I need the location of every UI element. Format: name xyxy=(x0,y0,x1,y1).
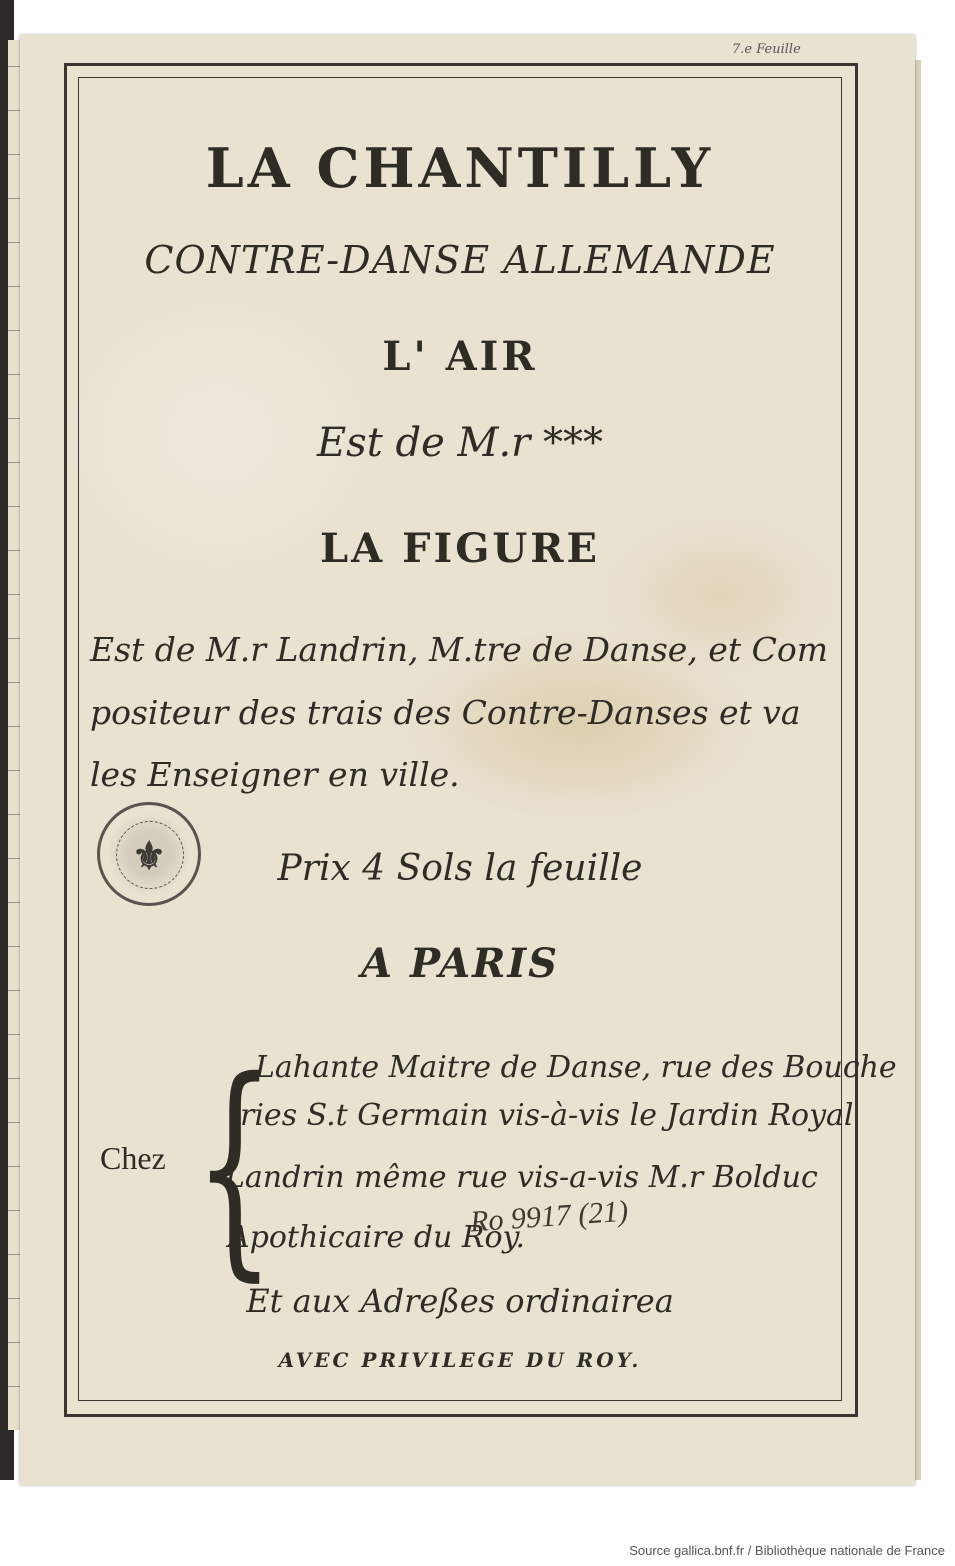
figure-heading: LA FIGURE xyxy=(320,525,600,572)
address-line-3: Landrin même rue vis-a-vis M.r Bolduc xyxy=(225,1160,818,1195)
figure-text-line-2: positeur des trais des Contre-Danses et va xyxy=(90,693,801,732)
address-line-4: Apothicaire du Roy. xyxy=(228,1220,526,1255)
document-subtitle: CONTRE-DANSE ALLEMANDE xyxy=(144,238,776,282)
brace-icon: { xyxy=(194,1031,276,1301)
corner-note: 7.e Feuille xyxy=(732,42,801,57)
library-stamp xyxy=(97,802,201,906)
address-line-2: ries S.t Germain vis-à-vis le Jardin Royal xyxy=(240,1098,854,1133)
figure-text-line-3: les Enseigner en ville. xyxy=(90,755,460,794)
air-heading: L' AIR xyxy=(382,333,538,380)
stamp-emblem-icon: ⚜ xyxy=(131,833,167,878)
address-line-1: Lahante Maitre de Danse, rue des Bouche xyxy=(255,1050,897,1085)
document-title: LA CHANTILLY xyxy=(205,136,715,200)
handwritten-shelfmark: Ro 9917 (21) xyxy=(469,1194,630,1239)
place-line: A PARIS xyxy=(360,940,559,987)
sheet-right-edge xyxy=(915,60,921,1480)
other-addresses-line: Et aux Adreßes ordinairea xyxy=(246,1282,674,1320)
source-footer: Source gallica.bnf.fr / Bibliothèque nationale de France xyxy=(629,1543,945,1558)
figure-text-line-1: Est de M.r Landrin, M.tre de Danse, et Com xyxy=(90,630,828,669)
air-author: Est de M.r *** xyxy=(316,420,603,466)
price-line: Prix 4 Sols la feuille xyxy=(277,848,643,889)
chez-label: Chez xyxy=(100,1140,166,1176)
privilege-line: AVEC PRIVILEGE DU ROY. xyxy=(278,1348,642,1372)
